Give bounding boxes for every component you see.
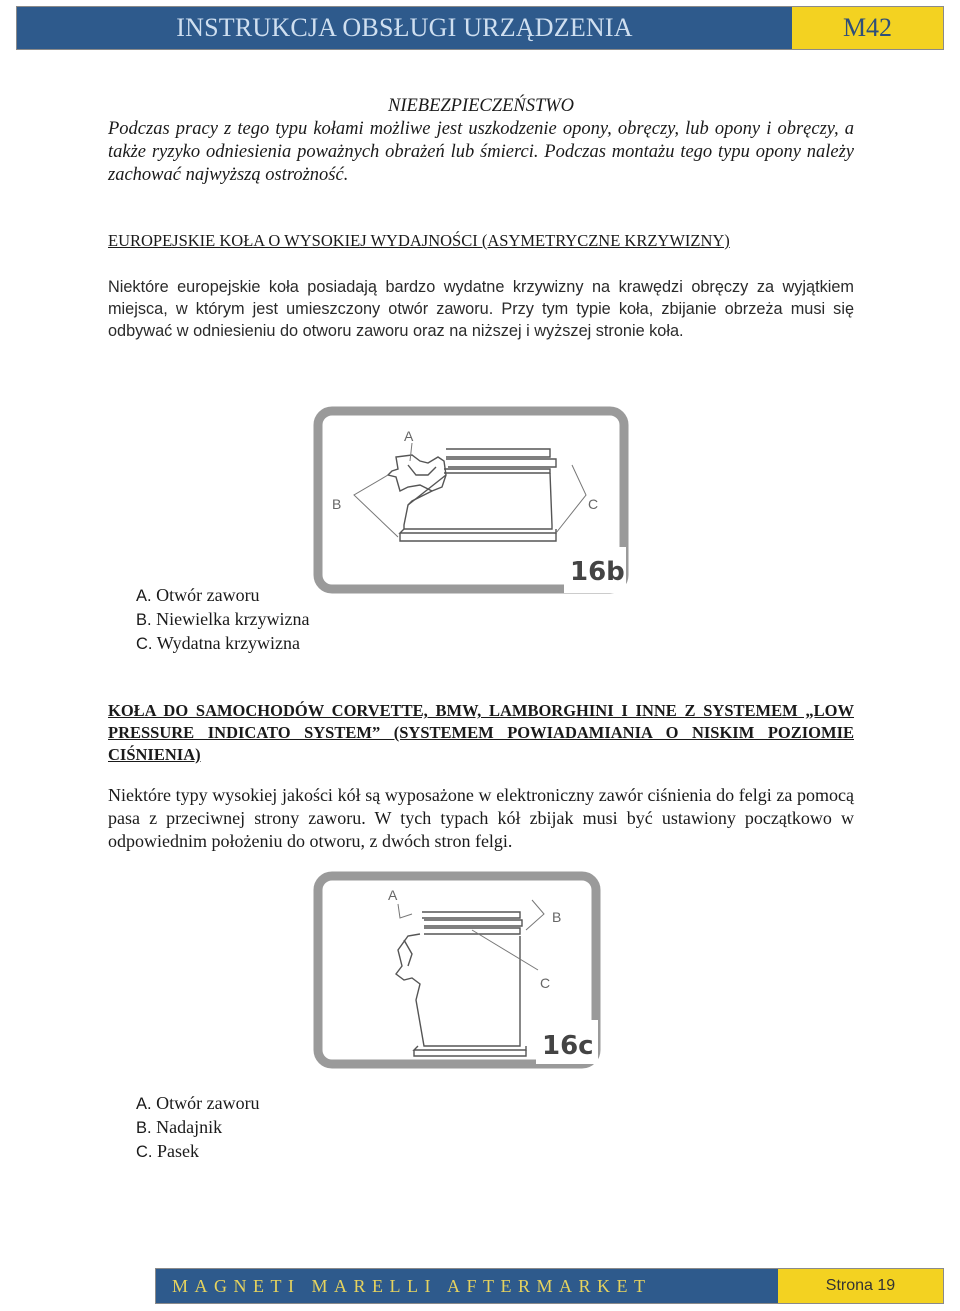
warning-title: NIEBEZPIECZEŃSTWO (387, 96, 575, 116)
section2-text: Niektóre typy wysokiej jakości kół są wyposażone w elektroniczny zawór ciśnienia do felgi za pomocą pasa z przeciwnej strony zaworu. W tych typach kół zbijak musi być ustawiony początkowo w odpowiednim położeniu do otworu, z dwóch stron felgi. (108, 785, 854, 851)
callout-b: B (552, 909, 562, 925)
danger-warning (108, 95, 854, 187)
footer-brand: MAGNETI MARELLI AFTERMARKET (156, 1269, 778, 1303)
legend-item: B. Niewielka krzywizna (136, 609, 310, 629)
page-number: Strona 19 (778, 1269, 943, 1303)
callout-c: C (588, 496, 599, 512)
figure-label: 16b (570, 557, 625, 587)
section1-text: Niektóre europejskie koła posiadają bardzo wydatne krzywizny na krawędzi obręczy za wyjątkiem miejsca, w którym jest umieszczony otwór zaworu. Przy tym typie koła, zbijanie obrzeża musi się odbywać w odniesieniu do otworu zaworu oraz na niższej i wyższej stronie koła. (108, 278, 854, 340)
warning-text: Podczas pracy z tego typu kołami możliwe jest uszkodzenie opony, obręczy, lub opony i obręczy, a także ryzyko odniesienia poważnych obrażeń lub śmierci. Podczas montażu tego typu opony należy zachować najwyższą ostrożność. (108, 119, 854, 185)
page-footer (155, 1268, 944, 1304)
callout-a: A (404, 428, 414, 444)
figure-label: 16c (542, 1031, 594, 1061)
legend-16b (136, 584, 310, 656)
legend-16c (136, 1092, 260, 1164)
callout-c: C (540, 975, 551, 991)
legend-item: A. Otwór zaworu (136, 1093, 260, 1113)
legend-item: C. Wydatna krzywizna (136, 633, 301, 653)
wheel-diagram-16b (312, 405, 630, 595)
section2-title: KOŁA DO SAMOCHODÓW CORVETTE, BMW, LAMBORGHINI I INNE Z SYSTEMEM „LOW PRESSURE INDICATO SYSTEM” (SYSTEMEM POWIADAMIANIA O NISKIM POZIOMIE CIŚNIENIA) (108, 701, 854, 764)
section1-title: EUROPEJSKIE KOŁA O WYSOKIEJ WYDAJNOŚCI (ASYMETRYCZNE KRZYWIZNY) (108, 231, 730, 250)
callout-a: A (388, 887, 398, 903)
wheel-diagram-16c (312, 870, 602, 1070)
header-title: INSTRUKCJA OBSŁUGI URZĄDZENIA (17, 7, 792, 49)
legend-item: A. Otwór zaworu (136, 585, 260, 605)
callout-b: B (332, 496, 342, 512)
legend-item: C. Pasek (136, 1141, 199, 1161)
page-header (16, 6, 944, 50)
legend-item: B. Nadajnik (136, 1117, 223, 1137)
header-code: M42 (792, 7, 943, 49)
